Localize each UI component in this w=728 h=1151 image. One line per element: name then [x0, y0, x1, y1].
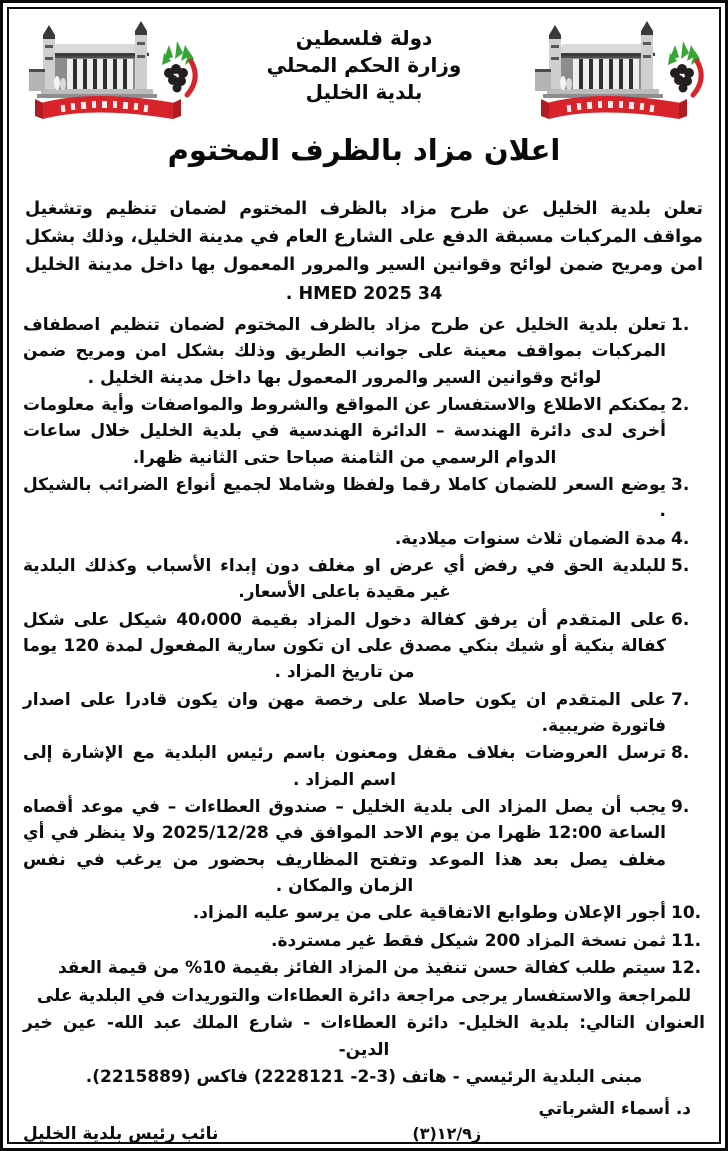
- signatory-name: د. أسماء الشرباتي: [538, 1098, 691, 1119]
- clause-number: 12.: [671, 958, 702, 979]
- reference-code: ز١٢/٩(٣): [412, 1123, 482, 1143]
- grape-cluster: [162, 41, 194, 93]
- clause-item: [23, 955, 705, 981]
- closing-line-contact: مبنى البلدية الرئيسي - هاتف (3-2- 2228121) فاكس (2215889).: [85, 1067, 643, 1088]
- signature-block: [23, 1097, 705, 1146]
- clause-number: 5.: [671, 555, 690, 576]
- masthead-line-municipality: بلدية الخليل: [305, 79, 423, 104]
- clause-item: [23, 312, 705, 391]
- municipality-logo-left: [23, 17, 199, 129]
- closing-line-address: العنوان التالي: بلدية الخليل- دائرة العطاءات - شارع الملك عبد الله- عين خير الدين-: [23, 1013, 705, 1061]
- clause-number: 7.: [671, 689, 690, 710]
- masthead-line-ministry: وزارة الحكم المحلي: [266, 52, 462, 77]
- clause-number: 6.: [671, 609, 690, 630]
- signature-row: [23, 1122, 705, 1147]
- clause-item: [23, 392, 705, 471]
- clause-item: [23, 928, 705, 954]
- signatory-title: نائب رئيس بلدية الخليل: [23, 1123, 219, 1144]
- clause-item: [23, 607, 705, 686]
- clause-item: [23, 687, 705, 740]
- grape-cluster: [668, 41, 700, 93]
- clause-item: [23, 553, 705, 606]
- clause-text: ثمن نسخة المزاد 200 شيكل فقط غير مستردة.: [271, 930, 666, 951]
- logo-ribbon: [541, 96, 687, 119]
- intro-paragraph: تعلن بلدية الخليل عن طرح مزاد بالظرف المختوم لضمان تنظيم وتشغيل مواقف المركبات مسبقة الدفع على الشارع العام في مدينة الخليل، وذلك بشكل امن ومريح ضمن لوائح وقوانين السير والمرور المعمول بها داخل مدينة الخليل 34 2025 HMED .: [25, 198, 703, 304]
- clause-number: 2.: [671, 394, 690, 415]
- clause-text: مدة الضمان ثلاث سنوات ميلادية.: [394, 528, 666, 549]
- clause-number: 11.: [671, 930, 702, 951]
- closing-line-review: للمراجعة والاستفسار يرجى مراجعة دائرة العطاءات والتوريدات في البلدية على: [36, 986, 692, 1007]
- logo-ribbon: [35, 96, 181, 119]
- clause-item: [23, 526, 705, 552]
- clause-number: 1.: [671, 314, 690, 335]
- masthead: [23, 17, 705, 129]
- clause-number: 10.: [671, 903, 702, 924]
- page-inner-frame: [7, 7, 721, 1144]
- municipality-logo-right: [529, 17, 705, 129]
- clause-text: يوضع السعر للضمان كاملا رقما ولفظا وشاملا لجميع أنواع الضرائب بالشيكل .: [23, 474, 666, 522]
- clause-text: على المتقدم أن يرفق كفالة دخول المزاد بقيمة 40،000 شيكل على شكل كفالة بنكية أو شيك بنكي مصدق على ان تكون سارية المفعول لمدة 120 يوما من تاريخ المزاد .: [23, 609, 666, 683]
- ibrahimi-mosque-illustration: [535, 21, 663, 98]
- clause-list: [23, 312, 705, 983]
- clause-text: على المتقدم ان يكون حاصلا على رخصة مهن وان يكون قادرا على اصدار فاتورة ضريبية.: [23, 689, 666, 737]
- clause-text: يجب أن يصل المزاد الى بلدية الخليل – صندوق العطاءات – في موعد أقصاه الساعة 12:00 ظهرا من يوم الاحد الموافق في 2025/12/28 ولا ينظر في أي مغلف يصل بعد هذا الموعد وتفتح المظاريف بحضور من يرغب في نفس الزمان والمكان .: [23, 797, 667, 897]
- page-title: اعلان مزاد بالظرف المختوم: [167, 133, 561, 167]
- clause-item: [23, 900, 705, 926]
- closing-block: [23, 983, 705, 1090]
- clause-number: 9.: [671, 797, 690, 818]
- clause-text: للبلدية الحق في رفض أي عرض او مغلف دون إبداء الأسباب وكذلك البلدية غير مقيدة باعلى الأسعار.: [23, 555, 666, 603]
- masthead-titles: [199, 17, 529, 105]
- clause-item: [23, 472, 705, 525]
- clause-text: تعلن بلدية الخليل عن طرح مزاد بالظرف المختوم لضمان تنظيم اصطفاف المركبات بمواقف معينة على جوانب الطريق وذلك بشكل امن ومريح ضمن لوائح وقوانين السير والمرور المعمول بها داخل مدينة الخليل .: [23, 314, 666, 388]
- clause-text: يمكنكم الاطلاع والاستفسار عن المواقع والشروط والمواصفات وأية معلومات أخرى لدى دائرة الهندسة – الدائرة الهندسية في بلدية الخليل خلال ساعات الدوام الرسمي من الثامنة صباحا حتى الثانية ظهرا.: [23, 394, 666, 468]
- clause-item: [23, 740, 705, 793]
- clause-number: 8.: [671, 743, 690, 764]
- clause-text: سيتم طلب كفالة حسن تنفيذ من المزاد الفائز بقيمة 10% من قيمة العقد: [57, 958, 666, 979]
- ibrahimi-mosque-illustration: [29, 21, 157, 98]
- masthead-line-state: دولة فلسطين: [295, 26, 433, 50]
- clause-item: [23, 794, 705, 899]
- clause-number: 3.: [671, 474, 690, 495]
- clause-text: ترسل العروضات بغلاف مقفل ومعنون باسم رئيس البلدية مع الإشارة إلى اسم المزاد .: [23, 743, 666, 790]
- clause-number: 4.: [671, 528, 690, 549]
- clause-text: أجور الإعلان وطوابع الاتفاقية على من يرسو عليه المزاد.: [192, 903, 666, 924]
